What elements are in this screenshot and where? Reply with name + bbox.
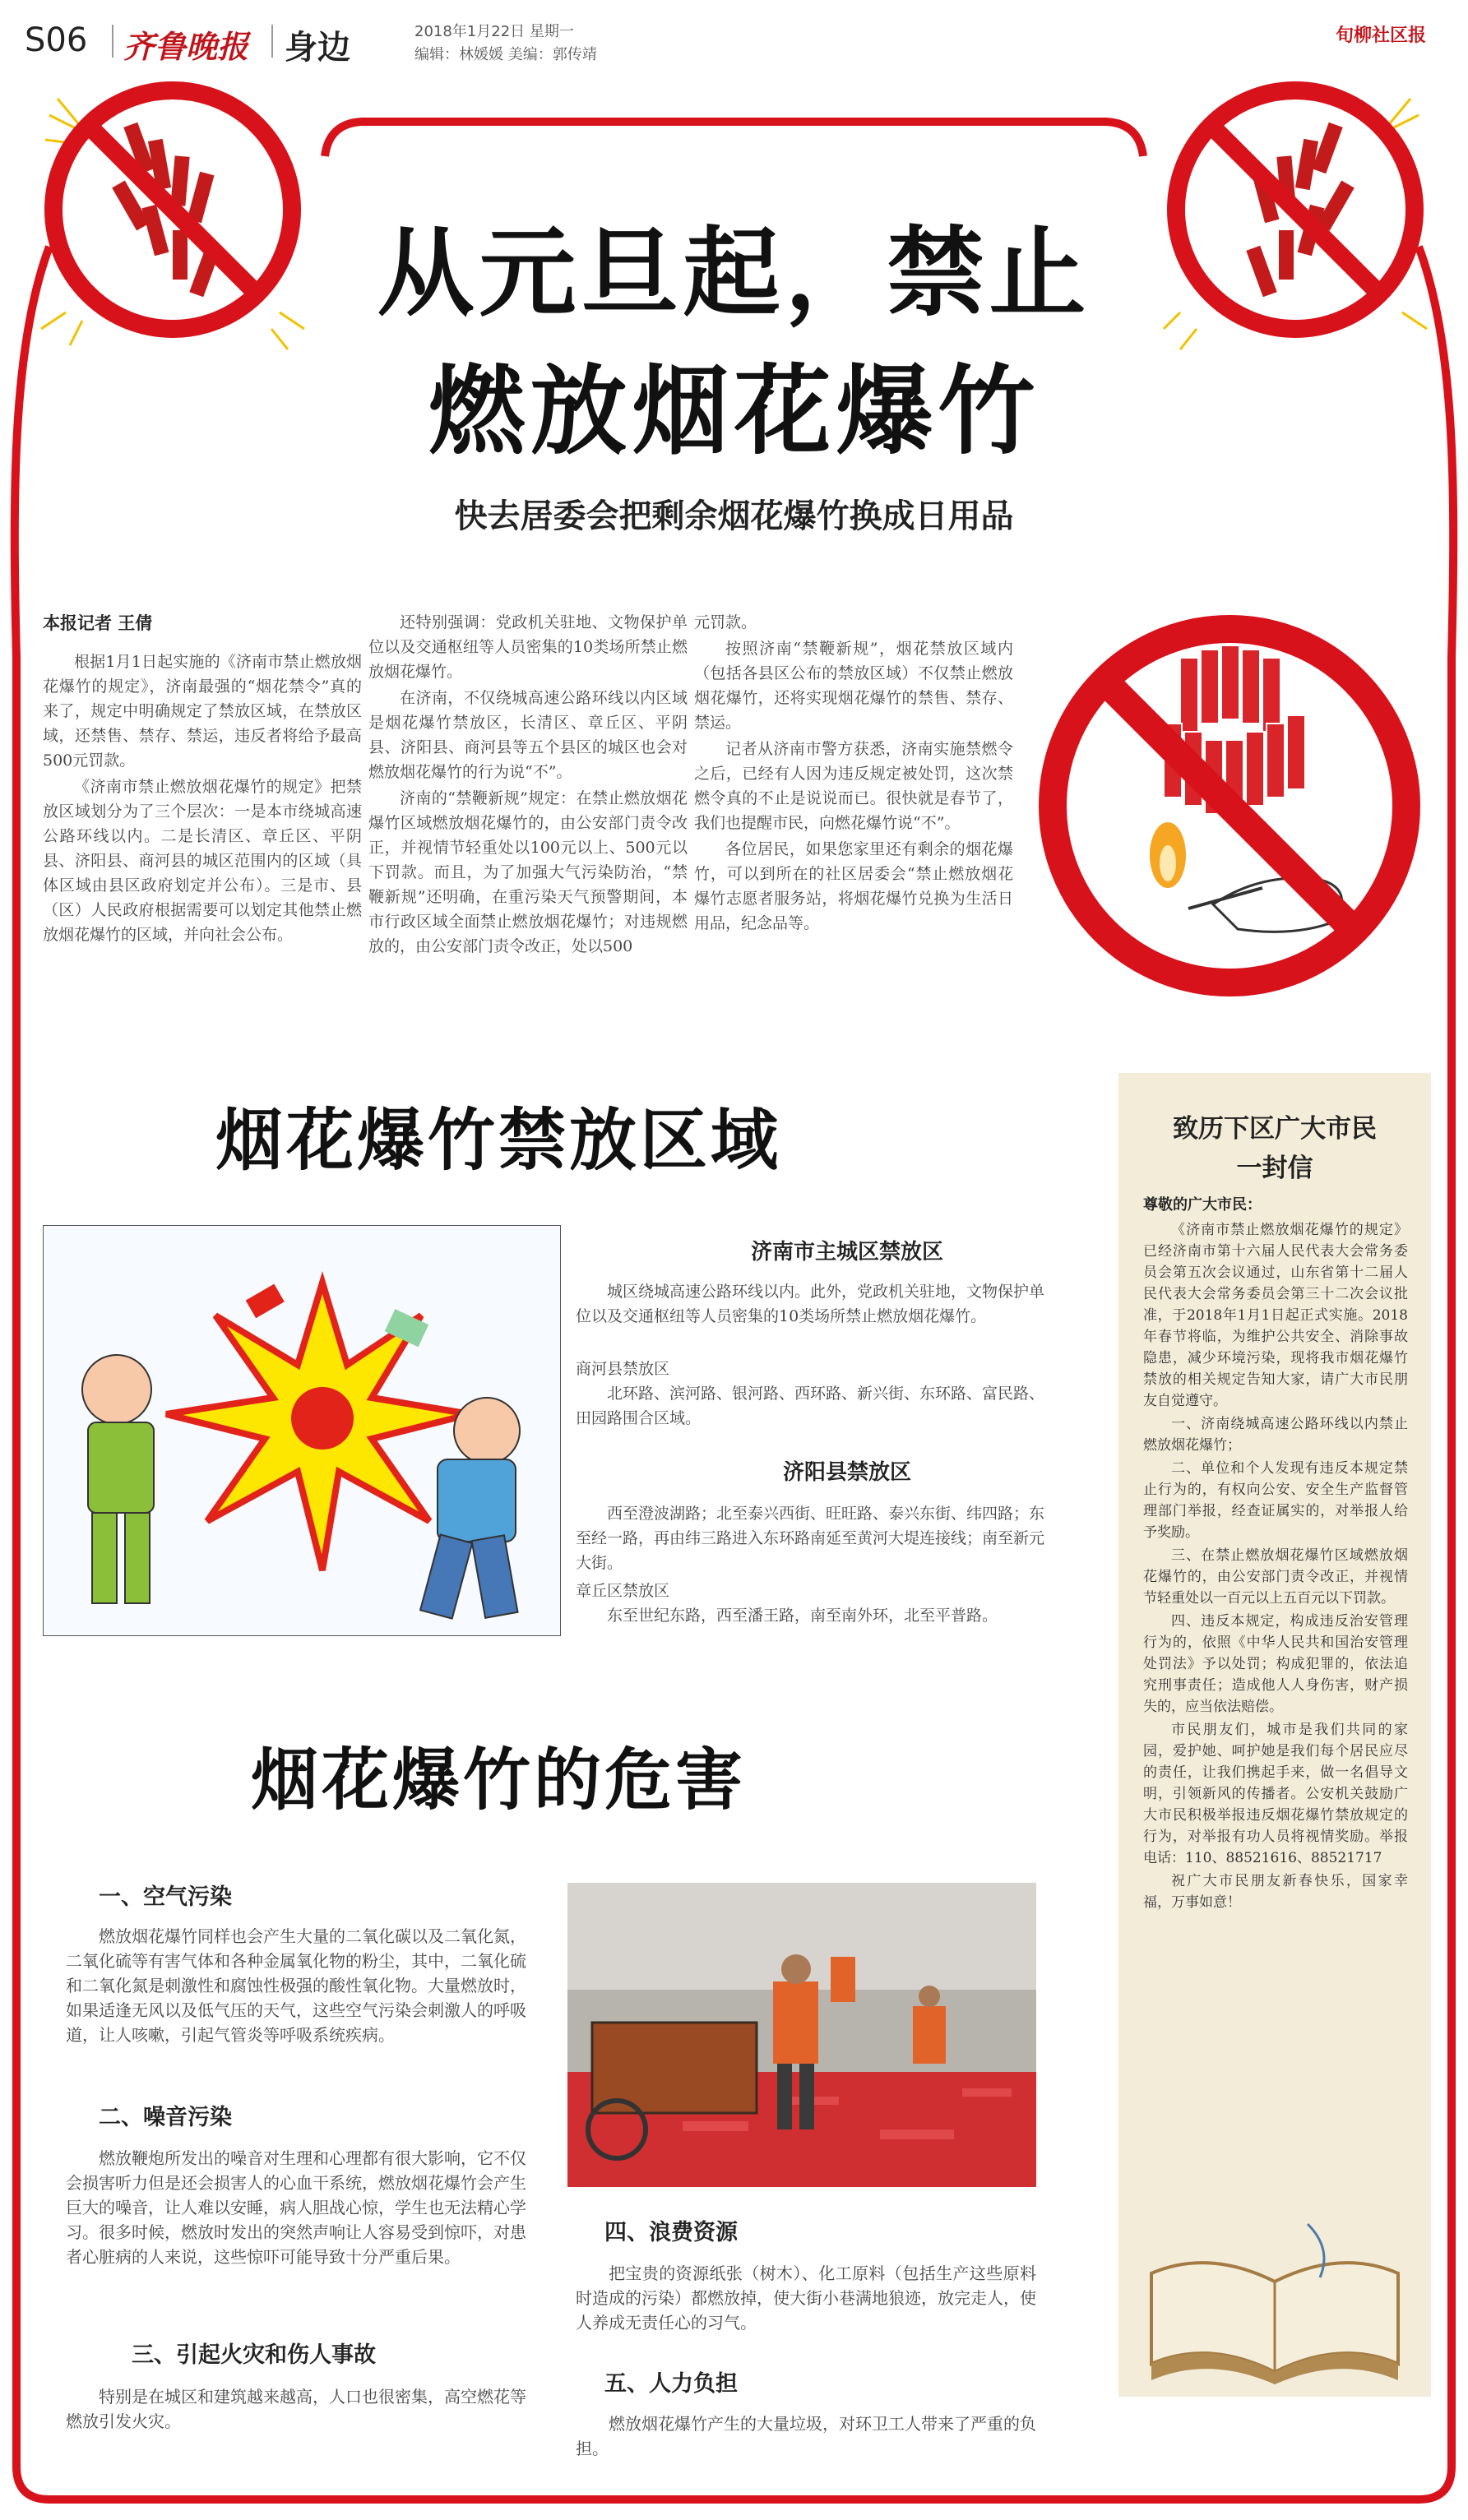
article-paragraph: 还特别强调：党政机关驻地、文物保护单位以及交通枢纽等人员密集的10类场所禁止燃放烟花爆竹。 <box>368 613 688 681</box>
article-paragraph: 济南的“禁鞭新规”规定：在禁止燃放烟花爆竹区域燃放烟花爆竹的，由公安部门责令改正，并视情节轻重处以100元以上、500元以下罚款。而且，为了加强大气污染防治，“禁鞭新规”还明确，在重污染天气预警期间，本市行政区域全面禁止燃放烟花爆竹；对违规燃放的，由公安部门责令改正，处以500 <box>368 789 688 955</box>
letter-paragraph: 二、单位和个人发现有违反本规定禁止行为的，有权向公安、安全生产监督管理部门举报，经查证属实的，对举报人给予奖励。 <box>1143 1460 1408 1541</box>
zone-zhangqiu-text: 东至世纪东路，西至潘王路，南至南外环，北至平普路。 <box>607 1607 998 1625</box>
article-paragraph: 按照济南“禁鞭新规”，烟花禁放区域内（包括各县区公布的禁放区域）不仅禁止燃放烟花爆竹，还将实现烟花爆竹的禁售、禁存、禁运。 <box>694 640 1013 732</box>
hazard-text: 燃放鞭炮所发出的噪音对生理和心理都有很大影响，它不仅会损害听力但是还会损害人的心血干系统，燃放烟花爆竹会产生巨大的噪音，让人难以安睡，病人胆战心惊，学生也无法精心学习。很多时候，燃放时发出的突然声响让人容易受到惊吓，对患者心脏病的人来说，这些惊吓可能导致十分严重后果。 <box>66 2148 526 2267</box>
masthead-divider <box>112 25 113 58</box>
page-number: S06 <box>25 21 88 59</box>
zone-zhangqiu-heading: 章丘区禁放区 <box>576 1582 670 1600</box>
article-column-3 <box>694 610 1013 937</box>
headline-line-1: 从元旦起，禁止 <box>377 216 1091 330</box>
article-paragraph: 元罚款。 <box>694 613 757 631</box>
letter-title-line-2: 一封信 <box>1236 1154 1313 1183</box>
zone-shanghe-heading: 商河县禁放区 <box>576 1360 670 1378</box>
hazards-title: 烟花爆竹的危害 <box>251 1741 747 1819</box>
street-cleaning-photo <box>567 1883 1036 2187</box>
headline-line-2: 燃放烟花爆竹 <box>428 354 1040 468</box>
letter-salutation: 尊敬的广大市民： <box>1143 1196 1262 1214</box>
hazard-heading: 四、浪费资源 <box>604 2220 738 2245</box>
article-paragraph: 《济南市禁止燃放烟花爆竹的规定》把禁放区域划分为了三个层次：一是本市绕城高速公路环线以内。二是长清区、章丘区、平阴县、济阳县、商河县的城区范围内的区域（具体区域由县区政府划定并公布）。三是市、县（区）人民政府根据需要可以划定其他禁止燃放烟花爆竹的区域，并向社会公布。 <box>43 778 362 944</box>
firecracker-banned-icon <box>33 66 313 354</box>
date-line: 2018年1月22日 星期一 <box>414 23 574 40</box>
zone-main-text: 城区绕城高速公路环线以内。此外，党政机关驻地，文物保护单位以及交通枢纽等人员密集的10类场所禁止燃放烟花爆竹。 <box>576 1283 1045 1325</box>
byline: 本报记者 王倩 <box>43 613 153 633</box>
letter-paragraph: 祝广大市民朋友新春快乐，国家幸福，万事如意！ <box>1143 1873 1408 1911</box>
article-paragraph: 各位居民，如果您家里还有剩余的烟花爆竹，可以到所在的社区居委会“禁止燃放烟花爆竹志愿者服务站，将烟花爆竹兑换为生活日用品，纪念品等。 <box>694 840 1013 932</box>
firecracker-banned-icon <box>1155 66 1435 354</box>
zone-jiyang-heading: 济阳县禁放区 <box>782 1460 911 1485</box>
section-name: 身边 <box>285 29 350 67</box>
hazard-heading: 二、噪音污染 <box>99 2105 232 2130</box>
letter-body <box>1143 1219 1408 1915</box>
article-paragraph: 根据1月1日起实施的《济南市禁止燃放烟花爆竹的规定》，济南最强的“烟花禁令”真的来了，规定中明确规定了禁放区域，在禁放区域，还禁售、禁存、禁运，违反者将给予最高500元罚款。 <box>43 653 362 770</box>
article-paragraph: 在济南，不仅绕城高速公路环线以内区域是烟花爆竹禁放区，长清区、章丘区、平阴县、济阳县、商河县等五个县区的城区也会对燃放烟花爆竹的行为说“不”。 <box>368 689 688 781</box>
hazard-text: 把宝贵的资源纸张（树木）、化工原料（包括生产这些原料时造成的污染）都燃放掉，使大街小巷满地狼迹，放完走人，使人养成无责任心的习气。 <box>576 2263 1036 2333</box>
editor-line: 编辑：林媛媛 美编：郭传靖 <box>414 46 597 63</box>
hazard-heading: 三、引起火灾和伤人事故 <box>132 2342 376 2368</box>
letter-paragraph: 四、违反本规定，构成违反治安管理行为的，依照《中华人民共和国治安管理处罚法》予以处罚；构成犯罪的，依法追究刑事责任；造成他人人身伤害，财产损失的，应当依法赔偿。 <box>1143 1613 1408 1715</box>
hazard-text: 燃放烟花爆竹同样也会产生大量的二氧化碳以及二氧化氮，二氧化硫等有害气体和各种金属氧化物的粉尘，其中，二氧化硫和二氧化氮是刺激性和腐蚀性极强的酸性氧化物。大量燃放时，如果适逢无风以及低气压的天气，这些空气污染会刺激人的呼吸道，让人咳嗽，引起气管炎等呼吸系统疾病。 <box>66 1926 526 2045</box>
article-paragraph: 记者从济南市警方获悉，济南实施禁燃令之后，已经有人因为违反规定被处罚，这次禁燃令真的不止是说说而已。很快就是春节了，我们也提醒市民，向燃花爆竹说“不”。 <box>694 740 1013 832</box>
article-column-2 <box>368 610 688 960</box>
zone-main-heading: 济南市主城区禁放区 <box>750 1240 943 1265</box>
open-book-icon <box>1135 2216 1415 2388</box>
letter-panel <box>1118 1073 1431 2397</box>
subtitle: 快去居委会把剩余烟花爆竹换成日用品 <box>454 497 1014 535</box>
zone-shanghe-text: 北环路、滨河路、银河路、西环路、新兴街、东环路、富民路、田园路围合区域。 <box>576 1385 1045 1427</box>
hazard-text: 燃放烟花爆竹产生的大量垃圾，对环卫工人带来了严重的负担。 <box>576 2414 1036 2458</box>
zone-title: 烟花爆竹禁放区域 <box>215 1102 782 1180</box>
masthead <box>25 15 1456 72</box>
no-fireworks-sign-icon <box>1024 608 1435 1003</box>
hazard-heading: 一、空气污染 <box>99 1884 232 1910</box>
letter-paragraph: 一、济南绕城高速公路环线以内禁止燃放烟花爆竹； <box>1143 1416 1408 1454</box>
letter-paragraph: 《济南市禁止燃放烟花爆竹的规定》已经济南市第十六届人民代表大会常务委员会第五次会议通过，山东省第十二届人民代表大会常务委员会第三十二次会议批准，于2018年1月1日起正式实施。2018年春节将临，为维护公共安全、消除事故隐患，减少环境污染，现将我市烟花爆竹禁放的相关规定告知大家，请广大市民朋友自觉遵守。 <box>1143 1222 1408 1409</box>
letter-paragraph: 三、在禁止燃放烟花爆竹区域燃放烟花爆竹的，由公安部门责令改正，并视情节轻重处以一百元以上五百元以下罚款。 <box>1143 1547 1408 1607</box>
cartoon-illustration <box>43 1225 561 1636</box>
hazard-heading: 五、人力负担 <box>604 2371 738 2397</box>
zone-jiyang-text: 西至澄波湖路；北至泰兴西街、旺旺路、泰兴东街、纬四路；东至经一路，再由纬三路进入东环路南延至黄河大堤连接线；南至新元大街。 <box>576 1505 1045 1572</box>
paper-name: 齐鲁晚报 <box>123 28 249 65</box>
letter-title-line-1: 致历下区广大市民 <box>1173 1114 1377 1144</box>
hazard-text: 特别是在城区和建筑越来越高，人口也很密集，高空燃花等燃放引发火灾。 <box>66 2387 526 2431</box>
article-column-1 <box>43 650 362 949</box>
edition-name: 旬柳社区报 <box>1335 25 1426 46</box>
masthead-divider-2 <box>271 25 273 58</box>
letter-paragraph: 市民朋友们，城市是我们共同的家园，爱护她、呵护她是我们每个居民应尽的责任，让我们携起手来，做一名倡导文明，引领新风的传播者。公安机关鼓励广大市民积极举报违反烟花爆竹禁放规定的行为，对举报有功人员将视情奖励。举报电话：110、88521616、88521717 <box>1143 1722 1408 1866</box>
